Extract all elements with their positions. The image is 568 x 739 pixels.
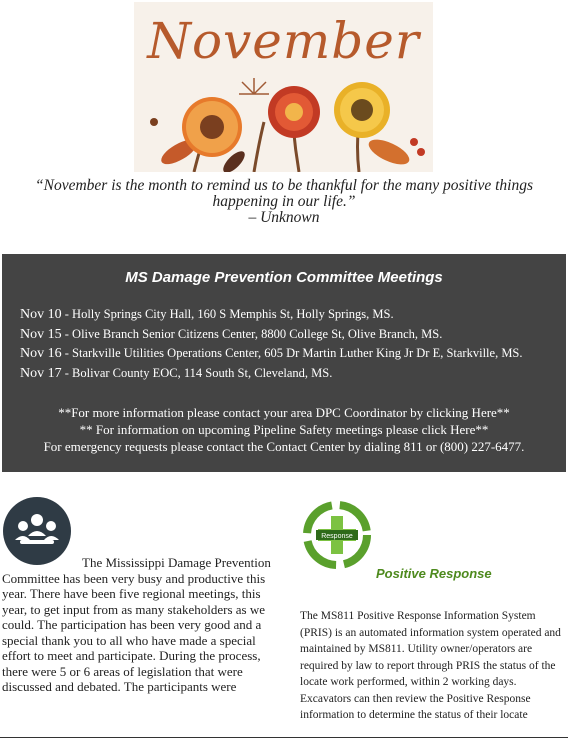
meeting-item (20, 364, 560, 384)
logo-label: Response (321, 533, 353, 540)
meetings-panel (2, 254, 566, 472)
dpc-article-text: The Mississippi Damage Prevention Committee has been very busy and productive this year. There have been five regional meetings, this year, to get input from as many stakeholders as we could. The participation has been very good and a special thank you to all who have made a special effort to meet and participate. During the process, there were 5 or 6 areas of legislation that were discussed and debated. The participants were (2, 555, 271, 694)
meetings-info (2, 404, 566, 455)
positive-response-logo (302, 500, 372, 570)
meeting-detail: - Olive Branch Senior Citizens Center, 8800 College St, Olive Branch, MS. (61, 326, 443, 341)
meeting-date: Nov 16 (20, 346, 62, 361)
meeting-list (20, 305, 560, 383)
meeting-item (20, 344, 560, 364)
banner-title: November (147, 12, 420, 70)
quote-text: “November is the month to remind us to be thankful for the many positive things happening in our life.” (35, 177, 533, 210)
meetings-heading: MS Damage Prevention Committee Meetings (125, 269, 443, 286)
meeting-detail: - Holly Springs City Hall, 160 S Memphis St, Holly Springs, MS. (61, 307, 394, 321)
positive-response-title: Positive Response (376, 566, 492, 581)
november-banner (134, 2, 433, 172)
quote-author: – Unknown (248, 209, 320, 226)
pris-article-text: The MS811 Positive Response Information System (PRIS) is an automated information system operated and maintained by MS811. Utility owner/operators are required by law to report through PRIS the status of the locate work performed, within 2 working days. Excavators can then review the Positive Response information to determine the status of their locate (300, 610, 561, 721)
meeting-detail: - Bolivar County EOC, 114 South St, Cleveland, MS. (61, 365, 333, 380)
quote (10, 178, 558, 226)
dpc-coordinator-link[interactable]: **For more information please contact your area DPC Coordinator by clicking Here** (58, 405, 510, 420)
meeting-date: Nov 15 (20, 326, 62, 342)
pipeline-safety-link[interactable]: ** For information on upcoming Pipeline Safety meetings please click Here** (79, 422, 489, 437)
emergency-contact-text: For emergency requests please contact the Contact Center by dialing 811 or (800) 227-6477. (43, 439, 525, 454)
meeting-item (20, 305, 560, 325)
meeting-date: Nov 10 (20, 307, 62, 322)
meeting-item (20, 325, 560, 345)
divider (0, 737, 568, 738)
meeting-date: Nov 17 (20, 365, 62, 381)
meeting-detail: - Starkville Utilities Operations Center, 605 Dr Martin Luther King Jr Dr E, Starkville, MS. (61, 346, 523, 360)
